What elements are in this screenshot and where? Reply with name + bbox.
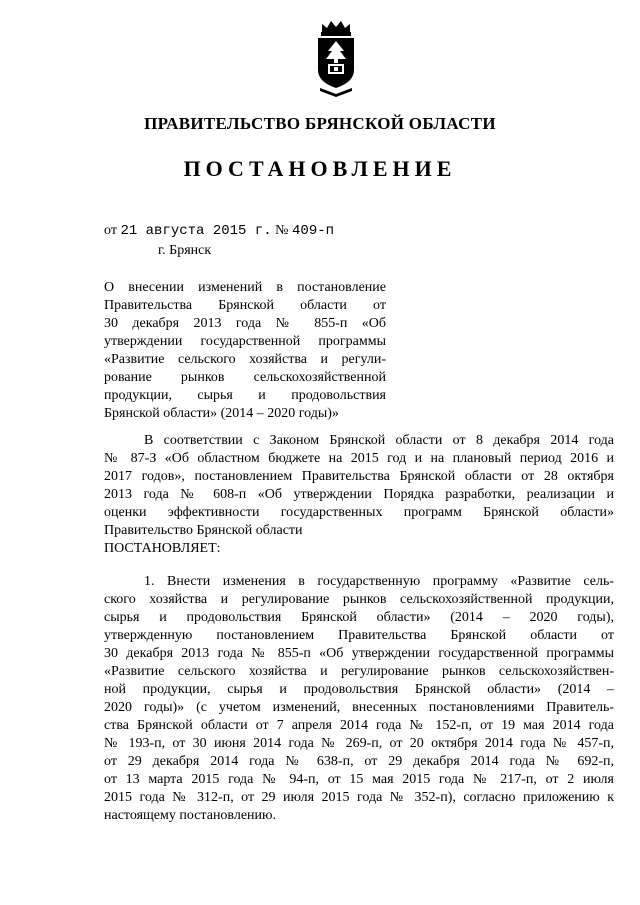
preamble-paragraph bbox=[104, 432, 614, 558]
preamble-line: Правительство Брянской области bbox=[104, 523, 303, 538]
subject-line: Брянской области» (2014 – 2020 годы)» bbox=[104, 406, 339, 421]
subject-line: 30 декабря 2013 года № 855-п «Об bbox=[104, 316, 386, 331]
subject-line: утверждении государственной программы bbox=[104, 334, 386, 349]
item-line: утвержденную постановлением Правительства Брянской области от bbox=[104, 628, 614, 643]
city-label: г. Брянск bbox=[158, 243, 212, 258]
subject-line: Правительства Брянской области от bbox=[104, 298, 386, 313]
item-line: сырья и продовольствия Брянской области» (2014 – 2020 годы), bbox=[104, 610, 614, 625]
item-line: от 29 декабря 2014 года № 638-п, от 29 декабря 2014 года № 692-п, bbox=[104, 754, 614, 769]
preamble-line: 2013 года № 608-п «Об утверждении Порядка разработки, реализации и bbox=[104, 487, 614, 502]
preamble-line: № 87-З «Об областном бюджете на 2015 год и на плановый период 2016 и bbox=[104, 451, 614, 466]
item-line: 2020 годы)» (с учетом изменений, внесенных постановлениями Правитель- bbox=[104, 700, 614, 715]
subject-line: «Развитие сельского хозяйства и регули- bbox=[104, 352, 386, 367]
subject-line: продукции, сырья и продовольствия bbox=[104, 388, 386, 403]
handwritten-date: 21 августа 2015 г. bbox=[120, 223, 272, 239]
item-1-paragraph bbox=[104, 573, 614, 825]
item-line: ства Брянской области от 7 апреля 2014 года № 152-п, от 19 мая 2014 года bbox=[104, 718, 614, 733]
item-line: ского хозяйства и регулирование рынков сельскохозяйственной продукции, bbox=[104, 592, 614, 607]
resolves-heading: ПОСТАНОВЛЯЕТ: bbox=[104, 541, 221, 556]
item-line: «Развитие сельского хозяйства и регулирование рынков сельскохозяйствен- bbox=[104, 664, 614, 679]
government-title: ПРАВИТЕЛЬСТВО БРЯНСКОЙ ОБЛАСТИ bbox=[144, 114, 496, 133]
preamble-line: оценки эффективности государственных программ Брянской области» bbox=[104, 505, 614, 520]
item-line: № 193-п, от 30 июня 2014 года № 269-п, от 20 октября 2014 года № 457-п, bbox=[104, 736, 614, 751]
preamble-line: 2017 годов», постановлением Правительства Брянской области от 28 октября bbox=[104, 469, 614, 484]
item-line: 1. Внести изменения в государственную программу «Развитие сель- bbox=[144, 574, 614, 589]
item-line: 2015 года № 312-п, от 29 июля 2015 года № 352-п), согласно приложению к bbox=[104, 790, 614, 805]
resolution-subject bbox=[104, 279, 386, 423]
item-line: ной продукции, сырья и продовольствия Брянской области» (2014 – bbox=[104, 682, 614, 697]
coat-of-arms-icon bbox=[313, 18, 359, 98]
document-type-title: ПОСТАНОВЛЕНИЕ bbox=[183, 156, 457, 181]
item-line: от 13 марта 2015 года № 94-п, от 15 мая 2015 года № 217-п, от 2 июля bbox=[104, 772, 614, 787]
handwritten-number: 409-п bbox=[292, 223, 335, 239]
preamble-line: В соответствии с Законом Брянской области от 8 декабря 2014 года bbox=[144, 433, 614, 448]
item-line: настоящему постановлению. bbox=[104, 808, 276, 823]
date-prefix: от bbox=[104, 223, 117, 238]
date-number-line bbox=[104, 223, 334, 239]
item-line: 30 декабря 2013 года № 855-п «Об утверждении государственной программы bbox=[104, 646, 614, 661]
subject-line: рование рынков сельскохозяйственной bbox=[104, 370, 386, 385]
number-prefix: № bbox=[275, 223, 289, 238]
subject-line: О внесении изменений в постановление bbox=[104, 280, 386, 295]
